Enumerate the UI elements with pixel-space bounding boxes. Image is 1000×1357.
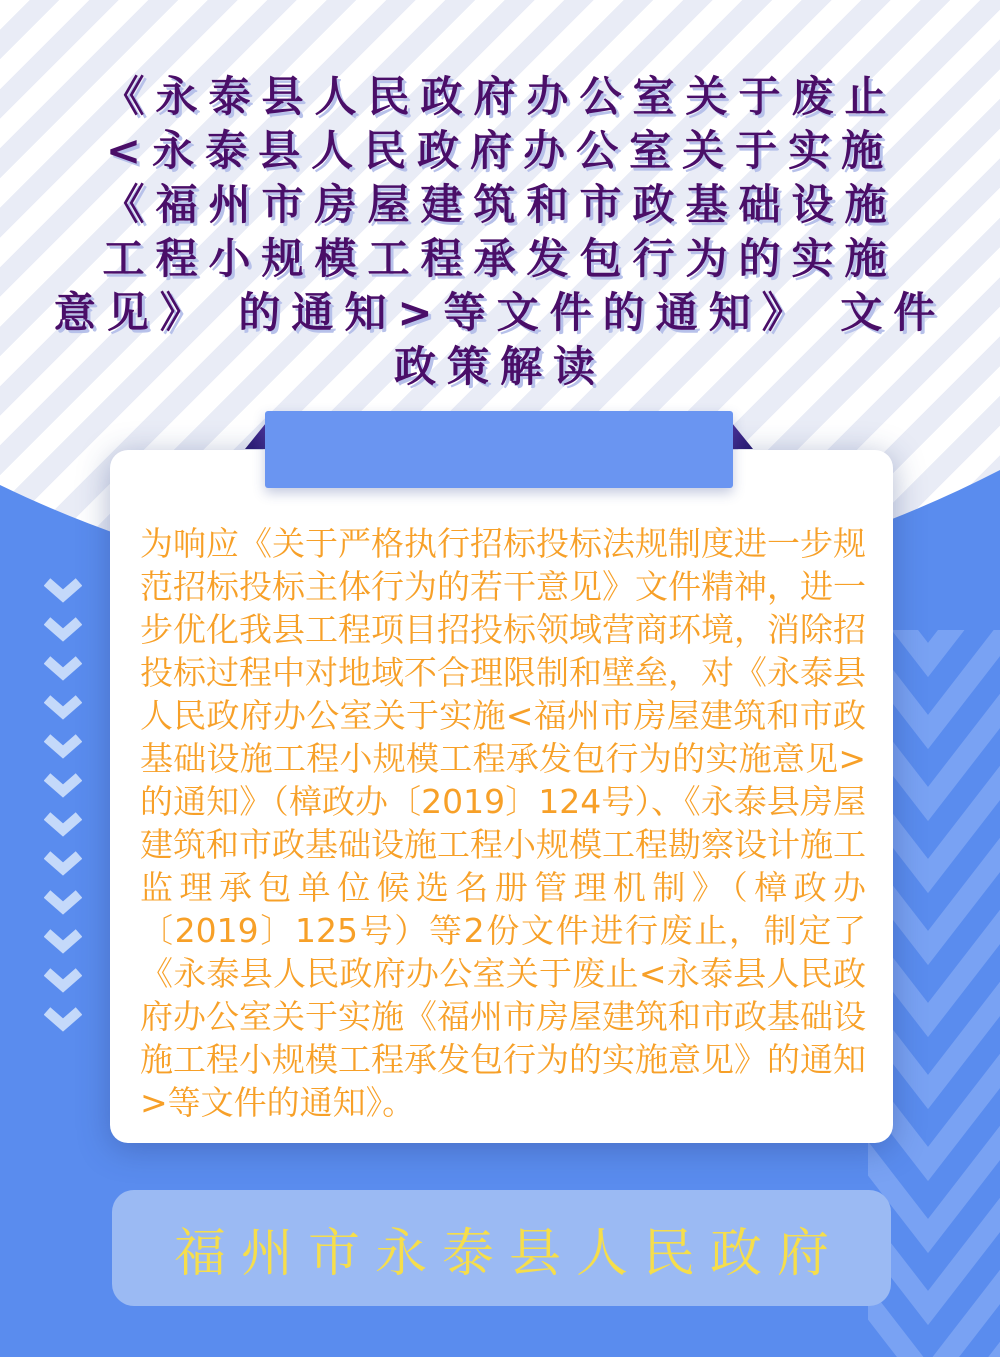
title-line: 工程小规模工程承发包行为的实施: [102, 234, 898, 283]
publisher-plate: [112, 1190, 891, 1306]
chevron-down-icon: [44, 576, 82, 1056]
title-line: 《永泰县人民政府办公室关于废止: [102, 72, 898, 121]
title-line: 意见》 的通知>等文件的通知》 文件: [53, 288, 947, 337]
poster-title: [0, 70, 1000, 394]
publisher-name: 福州市永泰县人民政府: [173, 1223, 844, 1284]
title-line: 《福州市房屋建筑和市政基础设施: [102, 180, 898, 229]
content-card: [110, 450, 893, 1143]
title-line: 政策解读: [393, 342, 606, 391]
ribbon-banner: [265, 411, 733, 488]
title-line: <永泰县人民政府办公室关于实施: [105, 126, 895, 175]
policy-interpretation-text: 为响应《关于严格执行招标投标法规制度进一步规范招标投标主体行为的若干意见》文件精神，进一步优化我县工程项目招投标领域营商环境，消除招投标过程中对地域不合理限制和壁垒，对《永泰县人民政府办公室关于实施<福州市房屋建筑和市政基础设施工程小规模工程承发包行为的实施意见>的通知》（樟政办〔2019〕124号）、《永泰县房屋建筑和市政基础设施工程小规模工程勘察设计施工监理承包单位候选名册管理机制》（樟政办〔2019〕125号）等2份文件进行废止，制定了《永泰县人民政府办公室关于废止<永泰县人民政府办公室关于实施《福州市房屋建筑和市政基础设施工程小规模工程承发包行为的实施意见》的通知>等文件的通知》。: [140, 524, 866, 1122]
